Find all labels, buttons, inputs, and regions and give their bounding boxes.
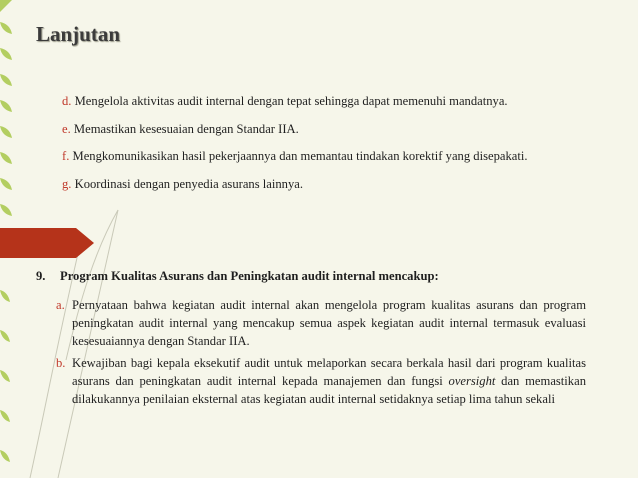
item-text: Mengkomunikasikan hasil pekerjaannya dan memantau tindakan korektif yang disepakati. bbox=[72, 149, 528, 163]
list-item-d bbox=[62, 92, 622, 120]
item-text: Mengelola aktivitas audit internal dengan tepat sehingga dapat memenuhi mandatnya. bbox=[74, 94, 508, 108]
item-letter: e. bbox=[62, 121, 71, 136]
item-letter: f. bbox=[62, 149, 70, 163]
item-text-italic: oversight bbox=[448, 374, 496, 388]
slide-title: Lanjutan bbox=[36, 22, 121, 46]
item-text-before: Kewajiban bagi kepala eksekutif audit untuk melaporkan secara berkala hasil dari program kualitas asurans dan peningkatan audit internal kepada manajemen dan fungsi bbox=[72, 356, 586, 388]
list-item-b bbox=[56, 354, 586, 408]
list-item-a bbox=[56, 296, 586, 350]
section-9-list bbox=[56, 296, 586, 412]
list-item-g bbox=[62, 175, 622, 203]
list-d-to-g bbox=[62, 92, 622, 202]
section-9-heading bbox=[36, 269, 439, 284]
item-text: Pernyataan bahwa kegiatan audit internal akan mengelola program kualitas asurans dan program peningkatan audit internal yang mencakup semua aspek kegiatan audit internal termasuk evaluasi kesesuaiannya dengan Standar IIA. bbox=[72, 298, 586, 348]
item-text-after: dan memastikan dilakukannya penilaian eksternal atas kegiatan audit internal setidaknya setiap lima tahun sekali bbox=[72, 374, 586, 406]
section-heading-text: Program Kualitas Asurans dan Peningkatan audit internal mencakup: bbox=[60, 269, 439, 283]
item-text: Memastikan kesesuaian dengan Standar IIA. bbox=[73, 121, 299, 136]
item-letter: b. bbox=[56, 356, 66, 370]
section-number: 9. bbox=[36, 269, 46, 283]
accent-arrow-banner bbox=[0, 228, 94, 258]
item-letter: a. bbox=[56, 298, 65, 312]
item-text: Koordinasi dengan penyedia asurans lainnya. bbox=[74, 176, 303, 191]
item-letter: g. bbox=[62, 176, 72, 191]
item-letter: d. bbox=[62, 94, 72, 108]
list-item-e bbox=[62, 120, 622, 148]
list-item-f bbox=[62, 147, 622, 175]
